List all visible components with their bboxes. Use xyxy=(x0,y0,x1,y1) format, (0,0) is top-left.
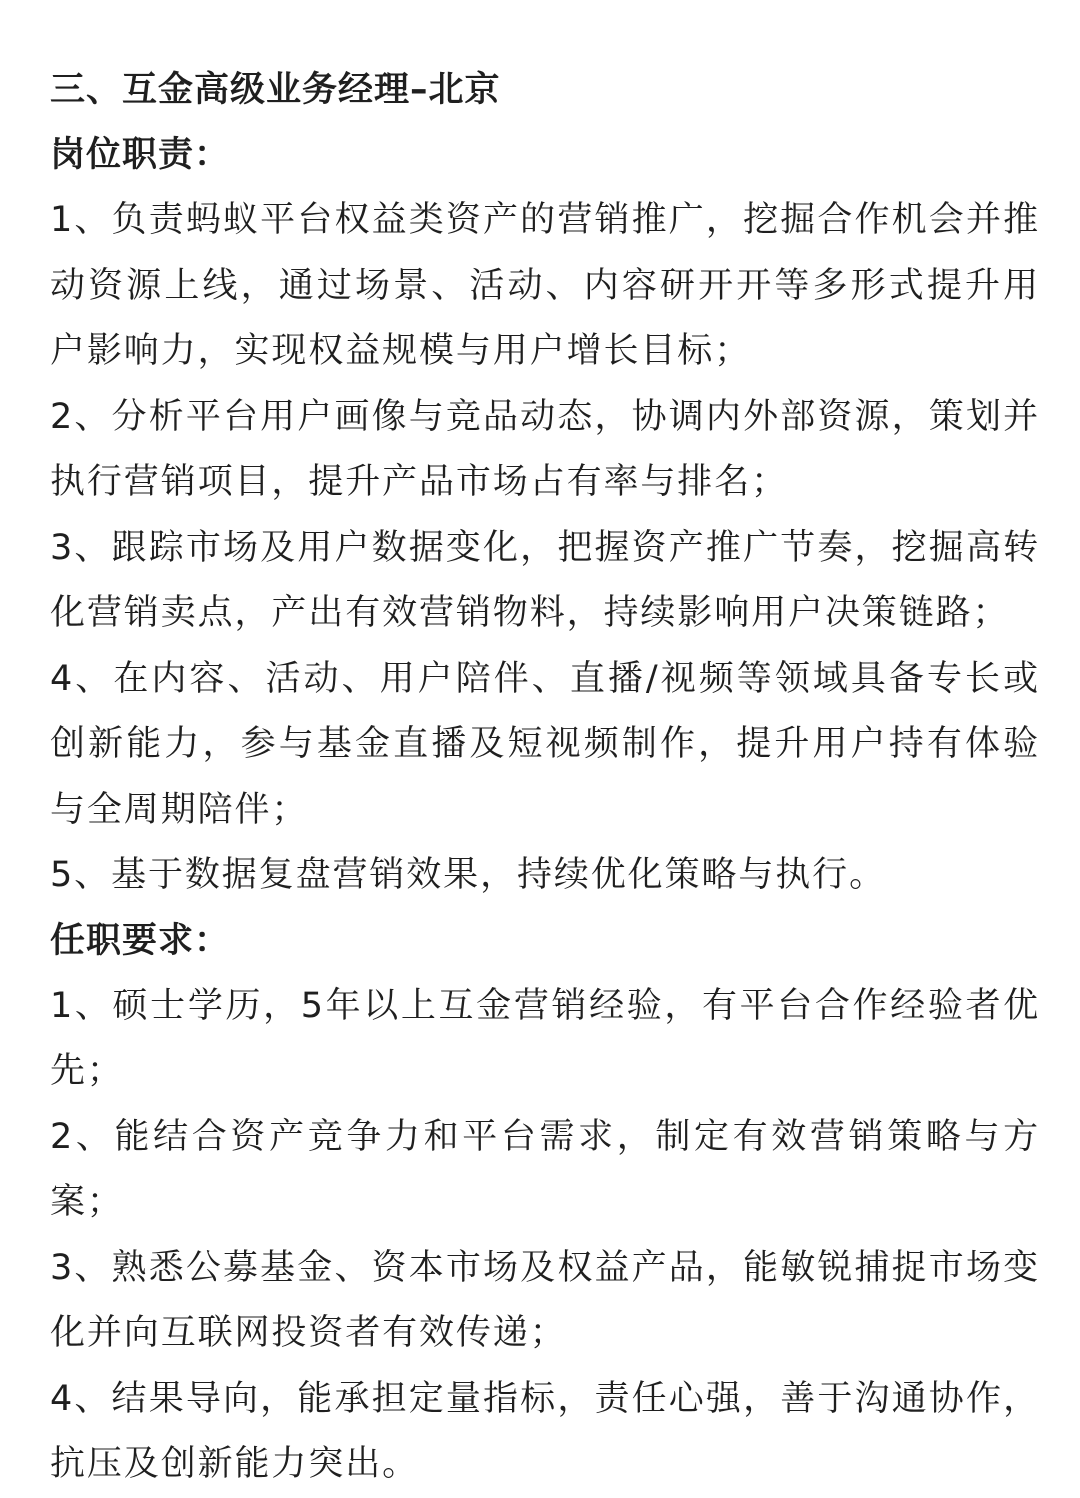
responsibility-item-1: 1、负责蚂蚁平台权益类资产的营销推广，挖掘合作机会并推动资源上线，通过场景、活动、内容研开开等多形式提升用户影响力，实现权益规模与用户增长目标； xyxy=(50,200,1040,371)
requirements-heading: 任职要求： xyxy=(50,920,231,961)
requirement-item-3: 3、熟悉公募基金、资本市场及权益产品，能敏锐捕捉市场变化并向互联网投资者有效传递； xyxy=(50,1247,1040,1353)
responsibilities-heading: 岗位职责： xyxy=(50,135,231,175)
responsibility-item-5: 5、基于数据复盘营销效果，持续优化策略与执行。 xyxy=(50,855,886,895)
responsibility-item-4: 4、在内容、活动、用户陪伴、直播/视频等领域具备专长或创新能力，参与基金直播及短视频制作，提升用户持有体验与全周期陪伴； xyxy=(50,658,1040,830)
responsibility-item-3: 3、跟踪市场及用户数据变化，把握资产推广节奏，挖掘高转化营销卖点，产出有效营销物料，持续影响用户决策链路； xyxy=(50,527,1040,633)
job-posting xyxy=(50,58,1040,1498)
requirement-item-4: 4、结果导向，能承担定量指标，责任心强，善于沟通协作，抗压及创新能力突出。 xyxy=(50,1378,1040,1484)
responsibility-item-2: 2、分析平台用户画像与竞品动态，协调内外部资源，策划并执行营销项目，提升产品市场占有率与排名； xyxy=(50,396,1040,502)
job-title: 三、互金高级业务经理–北京 xyxy=(50,70,501,110)
requirement-item-2: 2、能结合资产竞争力和平台需求，制定有效营销策略与方案； xyxy=(50,1116,1040,1222)
requirement-item-1: 1、硕士学历，5年以上互金营销经验，有平台合作经验者优先； xyxy=(50,985,1040,1091)
